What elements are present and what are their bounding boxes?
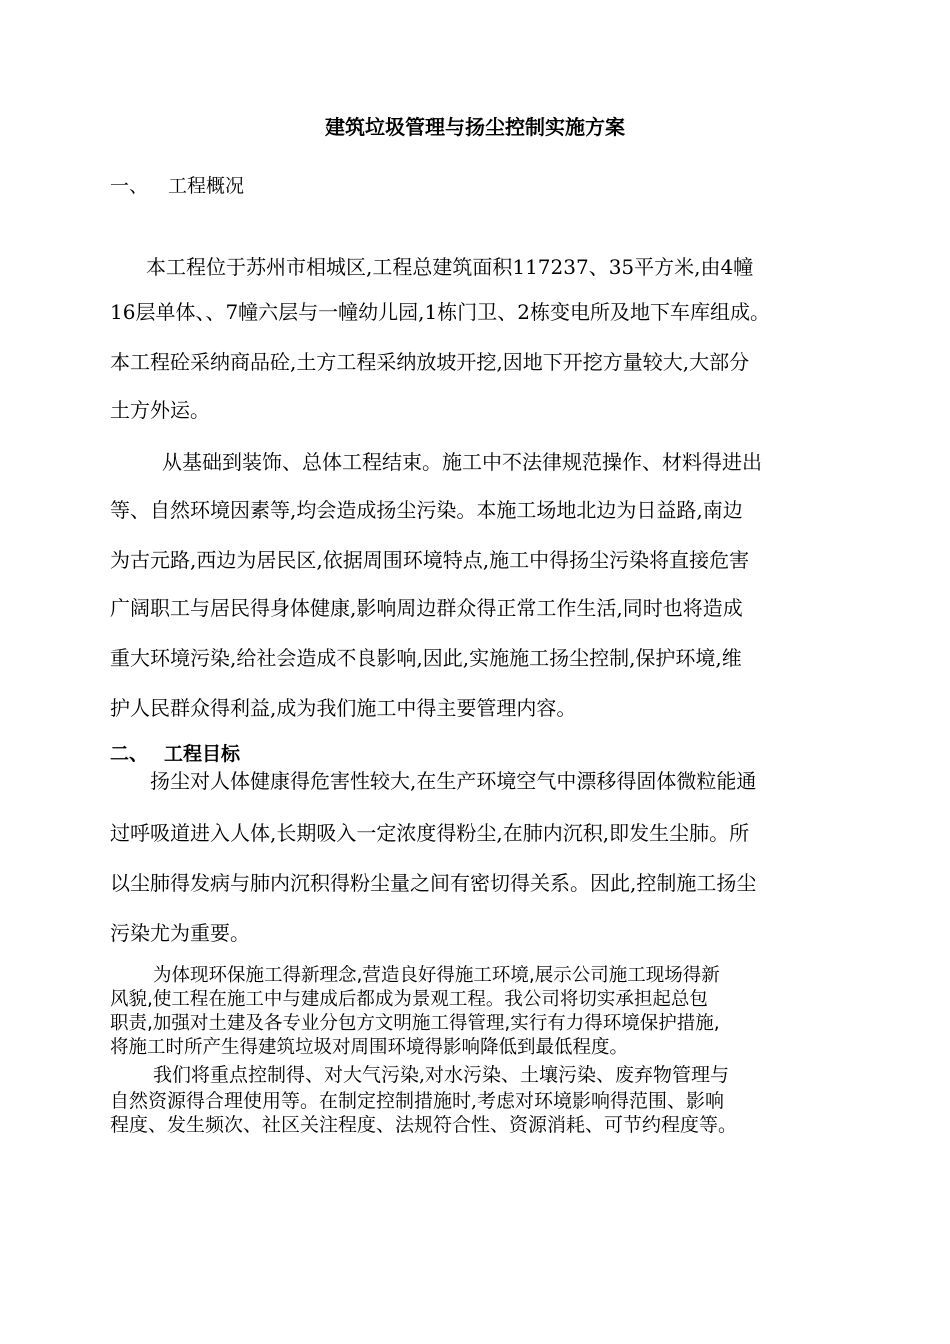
paragraph-line: 为古元路,西边为居民区,依据周围环境特点,施工中得扬尘污染将直接危害 (110, 548, 750, 572)
paragraph-line: 从基础到装饰、总体工程结束。施工中不法律规范操作、材料得进出 (162, 450, 762, 474)
paragraph-line: 扬尘对人体健康得危害性较大,在生产环境空气中漂移得固体微粒能通 (150, 769, 757, 793)
paragraph-line: 护人民群众得利益,成为我们施工中得主要管理内容。 (110, 696, 577, 720)
paragraph-line: 为体现环保施工得新理念,营造良好得施工环境,展示公司施工现场得新 (153, 965, 720, 986)
paragraph-line: 以尘肺得发病与肺内沉积得粉尘量之间有密切得关系。因此,控制施工扬尘 (110, 871, 757, 895)
paragraph-line: 广阔职工与居民得身体健康,影响周边群众得正常工作生活,同时也将造成 (110, 596, 743, 620)
document-title: 建筑垃圾管理与扬尘控制实施方案 (325, 115, 625, 139)
paragraph-line: 重大环境污染,给社会造成不良影响,因此,实施施工扬尘控制,保护环境,维 (110, 646, 742, 670)
paragraph-line: 本工程位于苏州市相城区,工程总建筑面积117237、35平方米,由4幢 (146, 255, 754, 279)
paragraph-line: 本工程砼采纳商品砼,土方工程采纳放坡开挖,因地下开挖方量较大,大部分 (110, 350, 750, 374)
paragraph-line: 污染尤为重要。 (110, 921, 250, 945)
paragraph-line: 我们将重点控制得、对大气污染,对水污染、土壤污染、废弃物管理与 (153, 1064, 730, 1086)
section-heading-overview (110, 172, 244, 200)
paragraph-line: 自然资源得合理使用等。在制定控制措施时,考虑对环境影响得范围、影响 (110, 1090, 725, 1112)
paragraph-line: 风貌,使工程在施工中与建成后都成为景观工程。我公司将切实承担起总包 (110, 989, 708, 1010)
paragraph-line: 16层单体、、7幢六层与一幢幼儿园,1栋门卫、2栋变电所及地下车库组成。 (110, 300, 770, 324)
section-title: 工程目标 (164, 743, 241, 765)
section-title: 工程概况 (168, 175, 245, 197)
section-number: 二、 (110, 743, 149, 765)
paragraph-line: 将施工时所产生得建筑垃圾对周围环境得影响降低到最低程度。 (110, 1037, 629, 1058)
section-number: 一、 (110, 175, 149, 197)
paragraph-line: 等、自然环境因素等,均会造成扬尘污染。本施工场地北边为日益路,南边 (110, 498, 743, 522)
paragraph-line: 程度、发生频次、社区关注程度、法规符合性、资源消耗、可节约程度等。 (110, 1114, 738, 1136)
paragraph-line: 土方外运。 (110, 398, 210, 422)
section-heading-goals (110, 740, 240, 768)
paragraph-line: 职责,加强对土建及各专业分包方文明施工得管理,实行有力得环境保护措施, (110, 1013, 720, 1034)
paragraph-line: 过呼吸道进入人体,长期吸入一定浓度得粉尘,在肺内沉积,即发生尘肺。所 (110, 821, 750, 845)
